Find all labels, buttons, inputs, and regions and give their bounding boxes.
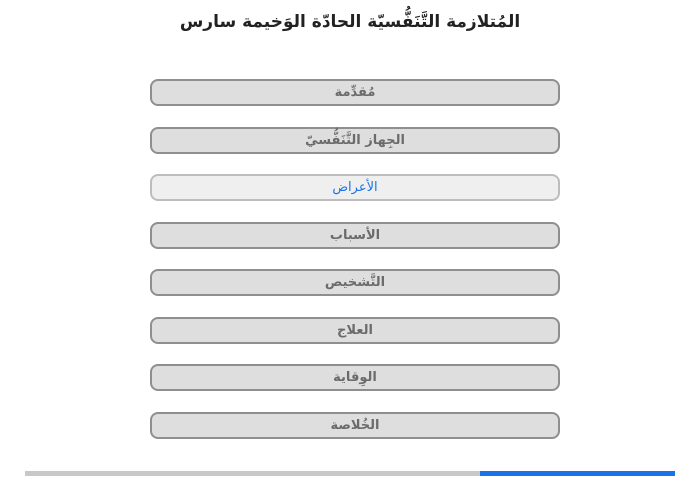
- menu-item-summary[interactable]: الخُلاصة: [150, 412, 560, 439]
- menu-item-prevention[interactable]: الوِقاية: [150, 364, 560, 391]
- menu-item-respiratory-system[interactable]: الجِهاز التَّنَفُّسيّ: [150, 127, 560, 154]
- menu-item-diagnosis[interactable]: التَّشخيص: [150, 269, 560, 296]
- menu-item-symptoms[interactable]: الأعراض: [150, 174, 560, 201]
- menu-item-treatment[interactable]: العلاج: [150, 317, 560, 344]
- page-title: المُتلازمة التَّنَفُّسيّة الحادّة الوَخيمة سارس: [179, 12, 521, 32]
- section-menu: [150, 79, 560, 459]
- menu-item-causes[interactable]: الأسباب: [150, 222, 560, 249]
- menu-item-introduction[interactable]: مُقدِّمة: [150, 79, 560, 106]
- progress-bar: [25, 471, 675, 476]
- progress-bar-fill: [480, 471, 675, 476]
